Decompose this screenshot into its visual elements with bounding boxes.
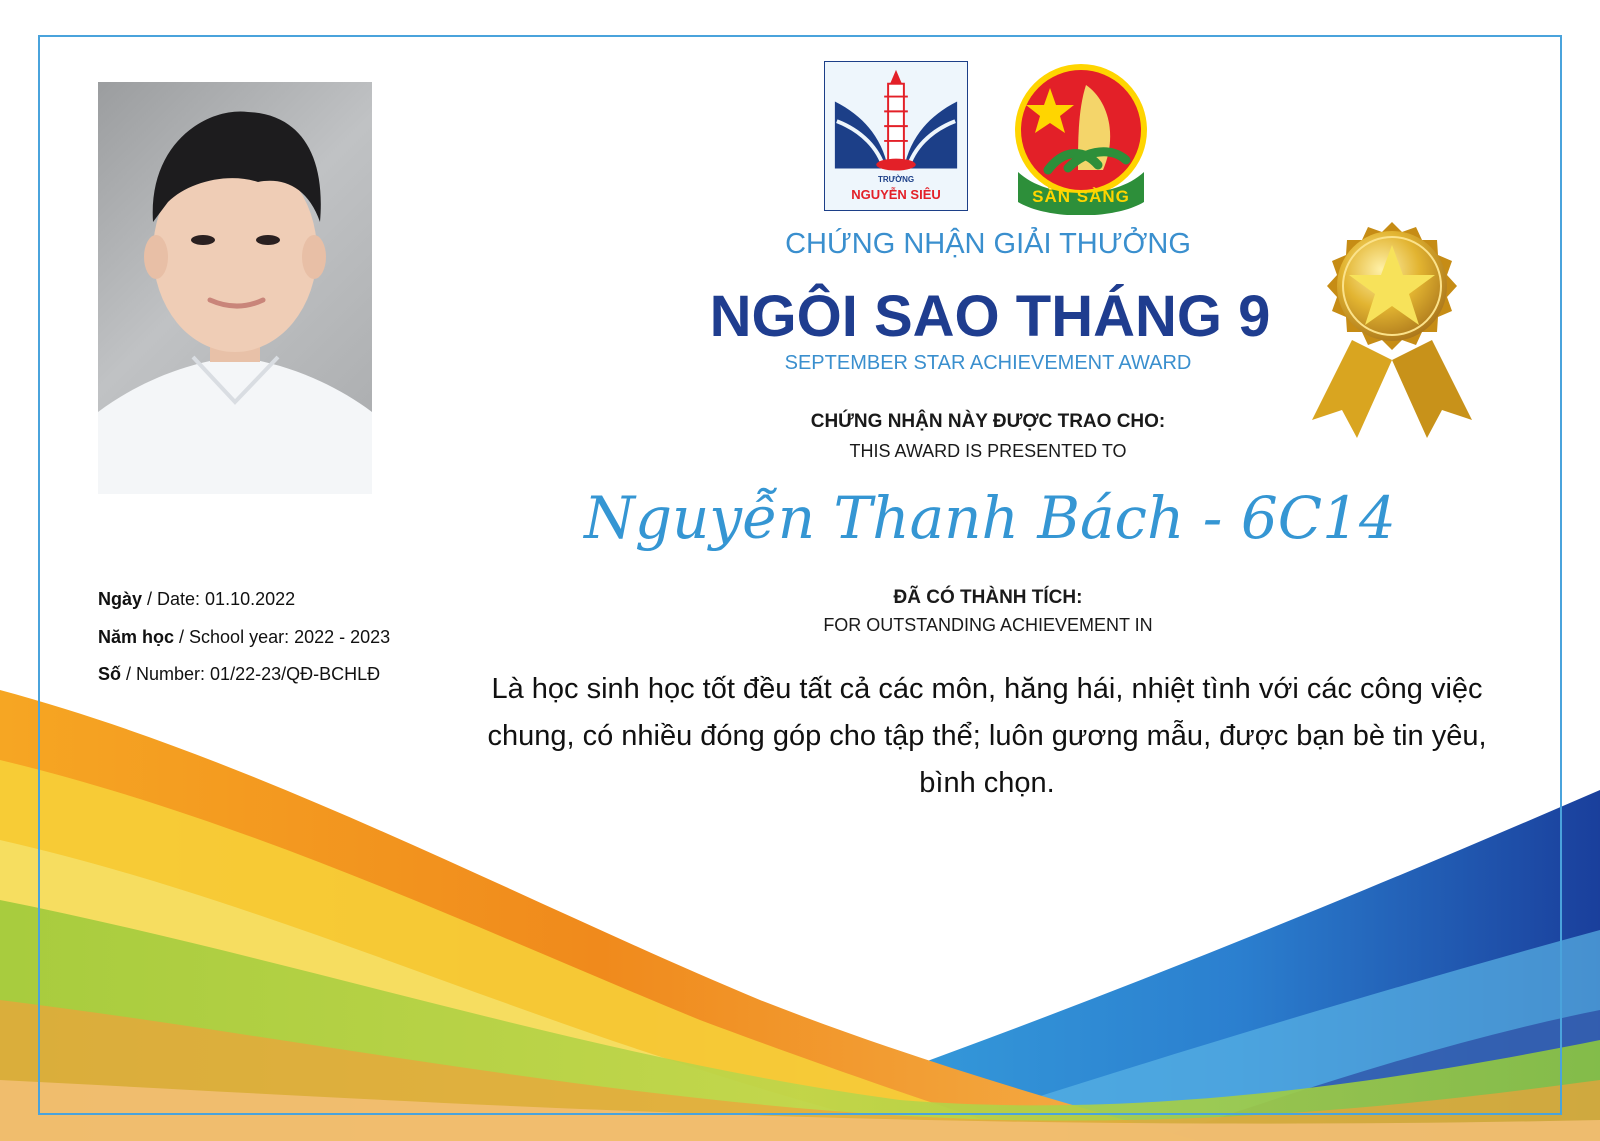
date-value: 01.10.2022: [205, 589, 296, 609]
presented-to-en: THIS AWARD IS PRESENTED TO: [849, 441, 1127, 461]
number-line: [98, 664, 380, 685]
school-logo-caption-small: TRƯỜNG: [877, 175, 915, 184]
pioneer-badge: [1008, 60, 1154, 215]
award-subtitle: SEPTEMBER STAR ACHIEVEMENT AWARD: [784, 352, 1192, 374]
achievement-heading-vi: ĐÃ CÓ THÀNH TÍCH:: [893, 587, 1083, 608]
achievement-heading-en: FOR OUTSTANDING ACHIEVEMENT IN: [823, 615, 1153, 635]
number-label-vi: Số: [98, 664, 122, 684]
number-label-en: / Number:: [121, 664, 211, 684]
pioneer-badge-motto: SẴN SÀNG: [1032, 187, 1130, 206]
achievement-description: Là học sinh học tốt đều tất cả các môn, hăng hái, nhiệt tình với các công việc chung, có nhiều đóng góp cho tập thể; luôn gương mẫu, được bạn bè tin yêu, bình chọn.: [487, 673, 1487, 799]
date-line: [98, 589, 295, 610]
presented-to-vi: CHỨNG NHẬN NÀY ĐƯỢC TRAO CHO:: [810, 411, 1166, 432]
school-year-label-vi: Năm học: [98, 627, 175, 647]
date-label-vi: Ngày: [98, 589, 143, 609]
school-logo: [824, 61, 968, 211]
student-photo: [98, 82, 372, 494]
date-label-en: / Date:: [142, 589, 206, 609]
certificate-heading: CHỨNG NHẬN GIẢI THƯỞNG: [785, 228, 1191, 260]
school-logo-caption-name: NGUYỄN SIÊU: [851, 187, 941, 202]
number-value: 01/22-23/QĐ-BCHLĐ: [210, 664, 381, 684]
school-year-line: [98, 627, 390, 648]
award-title: NGÔI SAO THÁNG 9: [709, 284, 1271, 349]
recipient-name: Nguyễn Thanh Bách - 6C14: [584, 484, 1396, 552]
school-year-label-en: / School year:: [174, 627, 295, 647]
school-year-value: 2022 - 2023: [294, 627, 391, 647]
